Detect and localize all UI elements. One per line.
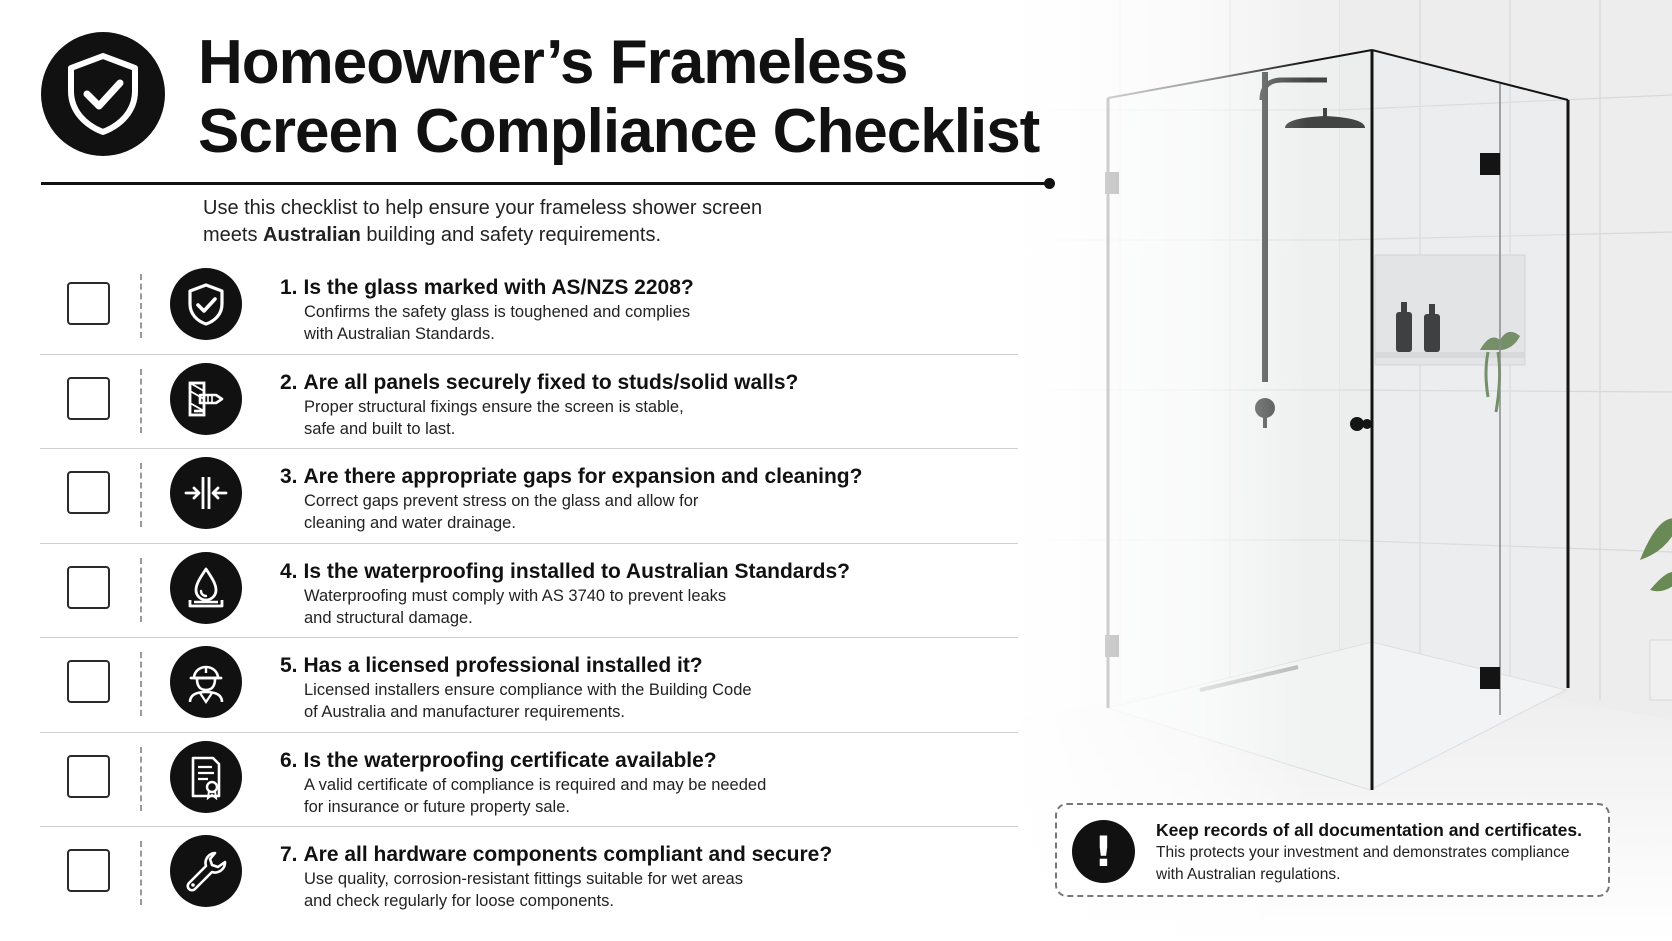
intro-line-1: Use this checklist to help ensure your frameless shower screen <box>203 197 763 219</box>
item-4-question <box>280 559 1000 585</box>
item-1-icon-badge <box>170 268 242 340</box>
item-description-line-2: for insurance or future property sale. <box>304 797 570 816</box>
checkbox-item-6[interactable] <box>67 755 110 798</box>
item-7-text <box>280 842 1000 912</box>
item-description-line-2: safe and built to last. <box>304 419 456 438</box>
checkbox-item-4[interactable] <box>67 566 110 609</box>
item-number: 3. <box>280 465 298 488</box>
item-description-line-1: Proper structural fixings ensure the screen is stable, <box>304 397 684 416</box>
item-number: 6. <box>280 748 298 772</box>
title-underline-dot <box>1044 178 1055 189</box>
item-number: 2. <box>280 370 298 394</box>
checklist-item-3 <box>40 449 1018 544</box>
item-5-description <box>304 679 1000 723</box>
compliance-checklist <box>40 260 1018 922</box>
item-number: 5. <box>280 654 298 677</box>
item-question-text: Is the waterproofing installed to Australian Standards? <box>303 559 850 583</box>
item-3-text <box>280 464 1000 534</box>
item-description-line-2: of Australia and manufacturer requirements. <box>304 703 626 721</box>
item-description-line-2: and structural damage. <box>304 608 473 627</box>
dashed-divider <box>140 652 142 716</box>
checklist-item-5 <box>40 638 1018 733</box>
dashed-divider <box>140 558 142 622</box>
item-question-text: Is the waterproofing certificate available? <box>303 748 717 772</box>
item-4-text <box>280 559 1000 629</box>
checkbox-item-7[interactable] <box>67 849 110 892</box>
dashed-divider <box>140 274 142 338</box>
checkbox-item-1[interactable] <box>67 282 110 325</box>
item-5-text <box>280 653 1000 723</box>
exclamation-icon: ! <box>1072 820 1135 883</box>
note-title: Keep records of all documentation and certificates. <box>1156 820 1582 840</box>
item-description-line-1: A valid certificate of compliance is required and may be needed <box>304 775 767 794</box>
item-1-question <box>280 275 1000 301</box>
gap-arrows-icon <box>182 469 230 517</box>
shower-illustration <box>1010 0 1672 941</box>
intro-text <box>203 195 923 249</box>
title-underline <box>41 182 1049 185</box>
intro-line-2-bold: Australian <box>263 224 361 246</box>
item-2-question <box>280 370 1000 396</box>
checklist-item-4 <box>40 544 1018 639</box>
title-line-2: Screen Compliance Checklist <box>198 97 1040 166</box>
header-shield-badge <box>41 32 165 156</box>
item-description-line-1: Use quality, corrosion-resistant fittings suitable for wet areas <box>304 870 743 888</box>
title-line-1: Homeowner’s Frameless <box>198 28 908 97</box>
checklist-item-1 <box>40 260 1018 355</box>
certificate-icon <box>182 753 230 801</box>
item-question-text: Are there appropriate gaps for expansion and cleaning? <box>303 465 863 488</box>
item-7-description <box>304 868 1000 912</box>
records-note-box <box>1055 803 1610 897</box>
item-6-description <box>304 774 1000 818</box>
water-drop-icon <box>182 564 230 612</box>
wrench-icon <box>182 847 230 895</box>
item-2-icon-badge <box>170 363 242 435</box>
item-6-question <box>280 748 1000 774</box>
item-7-question <box>280 842 1000 868</box>
dashed-divider <box>140 747 142 811</box>
item-3-icon-badge <box>170 457 242 529</box>
item-4-description <box>304 585 1000 629</box>
dashed-divider <box>140 463 142 527</box>
item-question-text: Has a licensed professional installed it? <box>303 654 703 677</box>
checklist-item-7 <box>40 827 1018 922</box>
dashed-divider <box>140 841 142 905</box>
item-3-description <box>304 490 1000 534</box>
item-5-question <box>280 653 1000 679</box>
checkbox-item-3[interactable] <box>67 471 110 514</box>
item-number: 1. <box>280 276 298 299</box>
shield-check-icon <box>63 51 143 137</box>
item-question-text: Are all hardware components compliant and secure? <box>303 843 833 866</box>
item-description-line-2: and check regularly for loose components. <box>304 892 615 910</box>
item-description-line-1: Correct gaps prevent stress on the glass and allow for <box>304 492 699 510</box>
item-5-icon-badge <box>170 646 242 718</box>
item-3-question <box>280 464 1000 490</box>
item-description-line-1: Confirms the safety glass is toughened and complies <box>304 303 691 321</box>
item-1-description <box>304 301 1000 345</box>
checkbox-item-2[interactable] <box>67 377 110 420</box>
item-7-icon-badge <box>170 835 242 907</box>
note-body <box>1156 842 1606 886</box>
item-6-text <box>280 748 1000 818</box>
item-2-text <box>280 370 1000 440</box>
intro-line-2 <box>203 222 923 249</box>
checklist-item-6 <box>40 733 1018 828</box>
note-text <box>1156 819 1606 886</box>
item-description-line-1: Waterproofing must comply with AS 3740 to prevent leaks <box>304 586 727 605</box>
note-body-line-2: with Australian regulations. <box>1156 866 1341 883</box>
item-description-line-2: with Australian Standards. <box>304 325 495 343</box>
item-description-line-2: cleaning and water drainage. <box>304 514 516 532</box>
item-2-description <box>304 396 1000 440</box>
item-question-text: Is the glass marked with AS/NZS 2208? <box>303 276 694 299</box>
item-number: 4. <box>280 559 298 583</box>
item-description-line-1: Licensed installers ensure compliance with the Building Code <box>304 681 752 699</box>
checkbox-item-5[interactable] <box>67 660 110 703</box>
item-number: 7. <box>280 843 298 866</box>
wall-screw-icon <box>182 375 230 423</box>
dashed-divider <box>140 369 142 433</box>
checklist-item-2 <box>40 355 1018 450</box>
page-title <box>198 28 1078 166</box>
item-6-icon-badge <box>170 741 242 813</box>
shield-check-icon <box>182 280 230 328</box>
item-1-text <box>280 275 1000 345</box>
intro-line-2-suffix: building and safety requirements. <box>360 224 662 246</box>
note-body-line-1: This protects your investment and demonstrates compliance <box>1156 844 1570 861</box>
item-question-text: Are all panels securely fixed to studs/solid walls? <box>303 370 799 394</box>
item-4-icon-badge <box>170 552 242 624</box>
hard-hat-worker-icon <box>182 658 230 706</box>
intro-line-2-prefix: meets <box>203 224 264 246</box>
